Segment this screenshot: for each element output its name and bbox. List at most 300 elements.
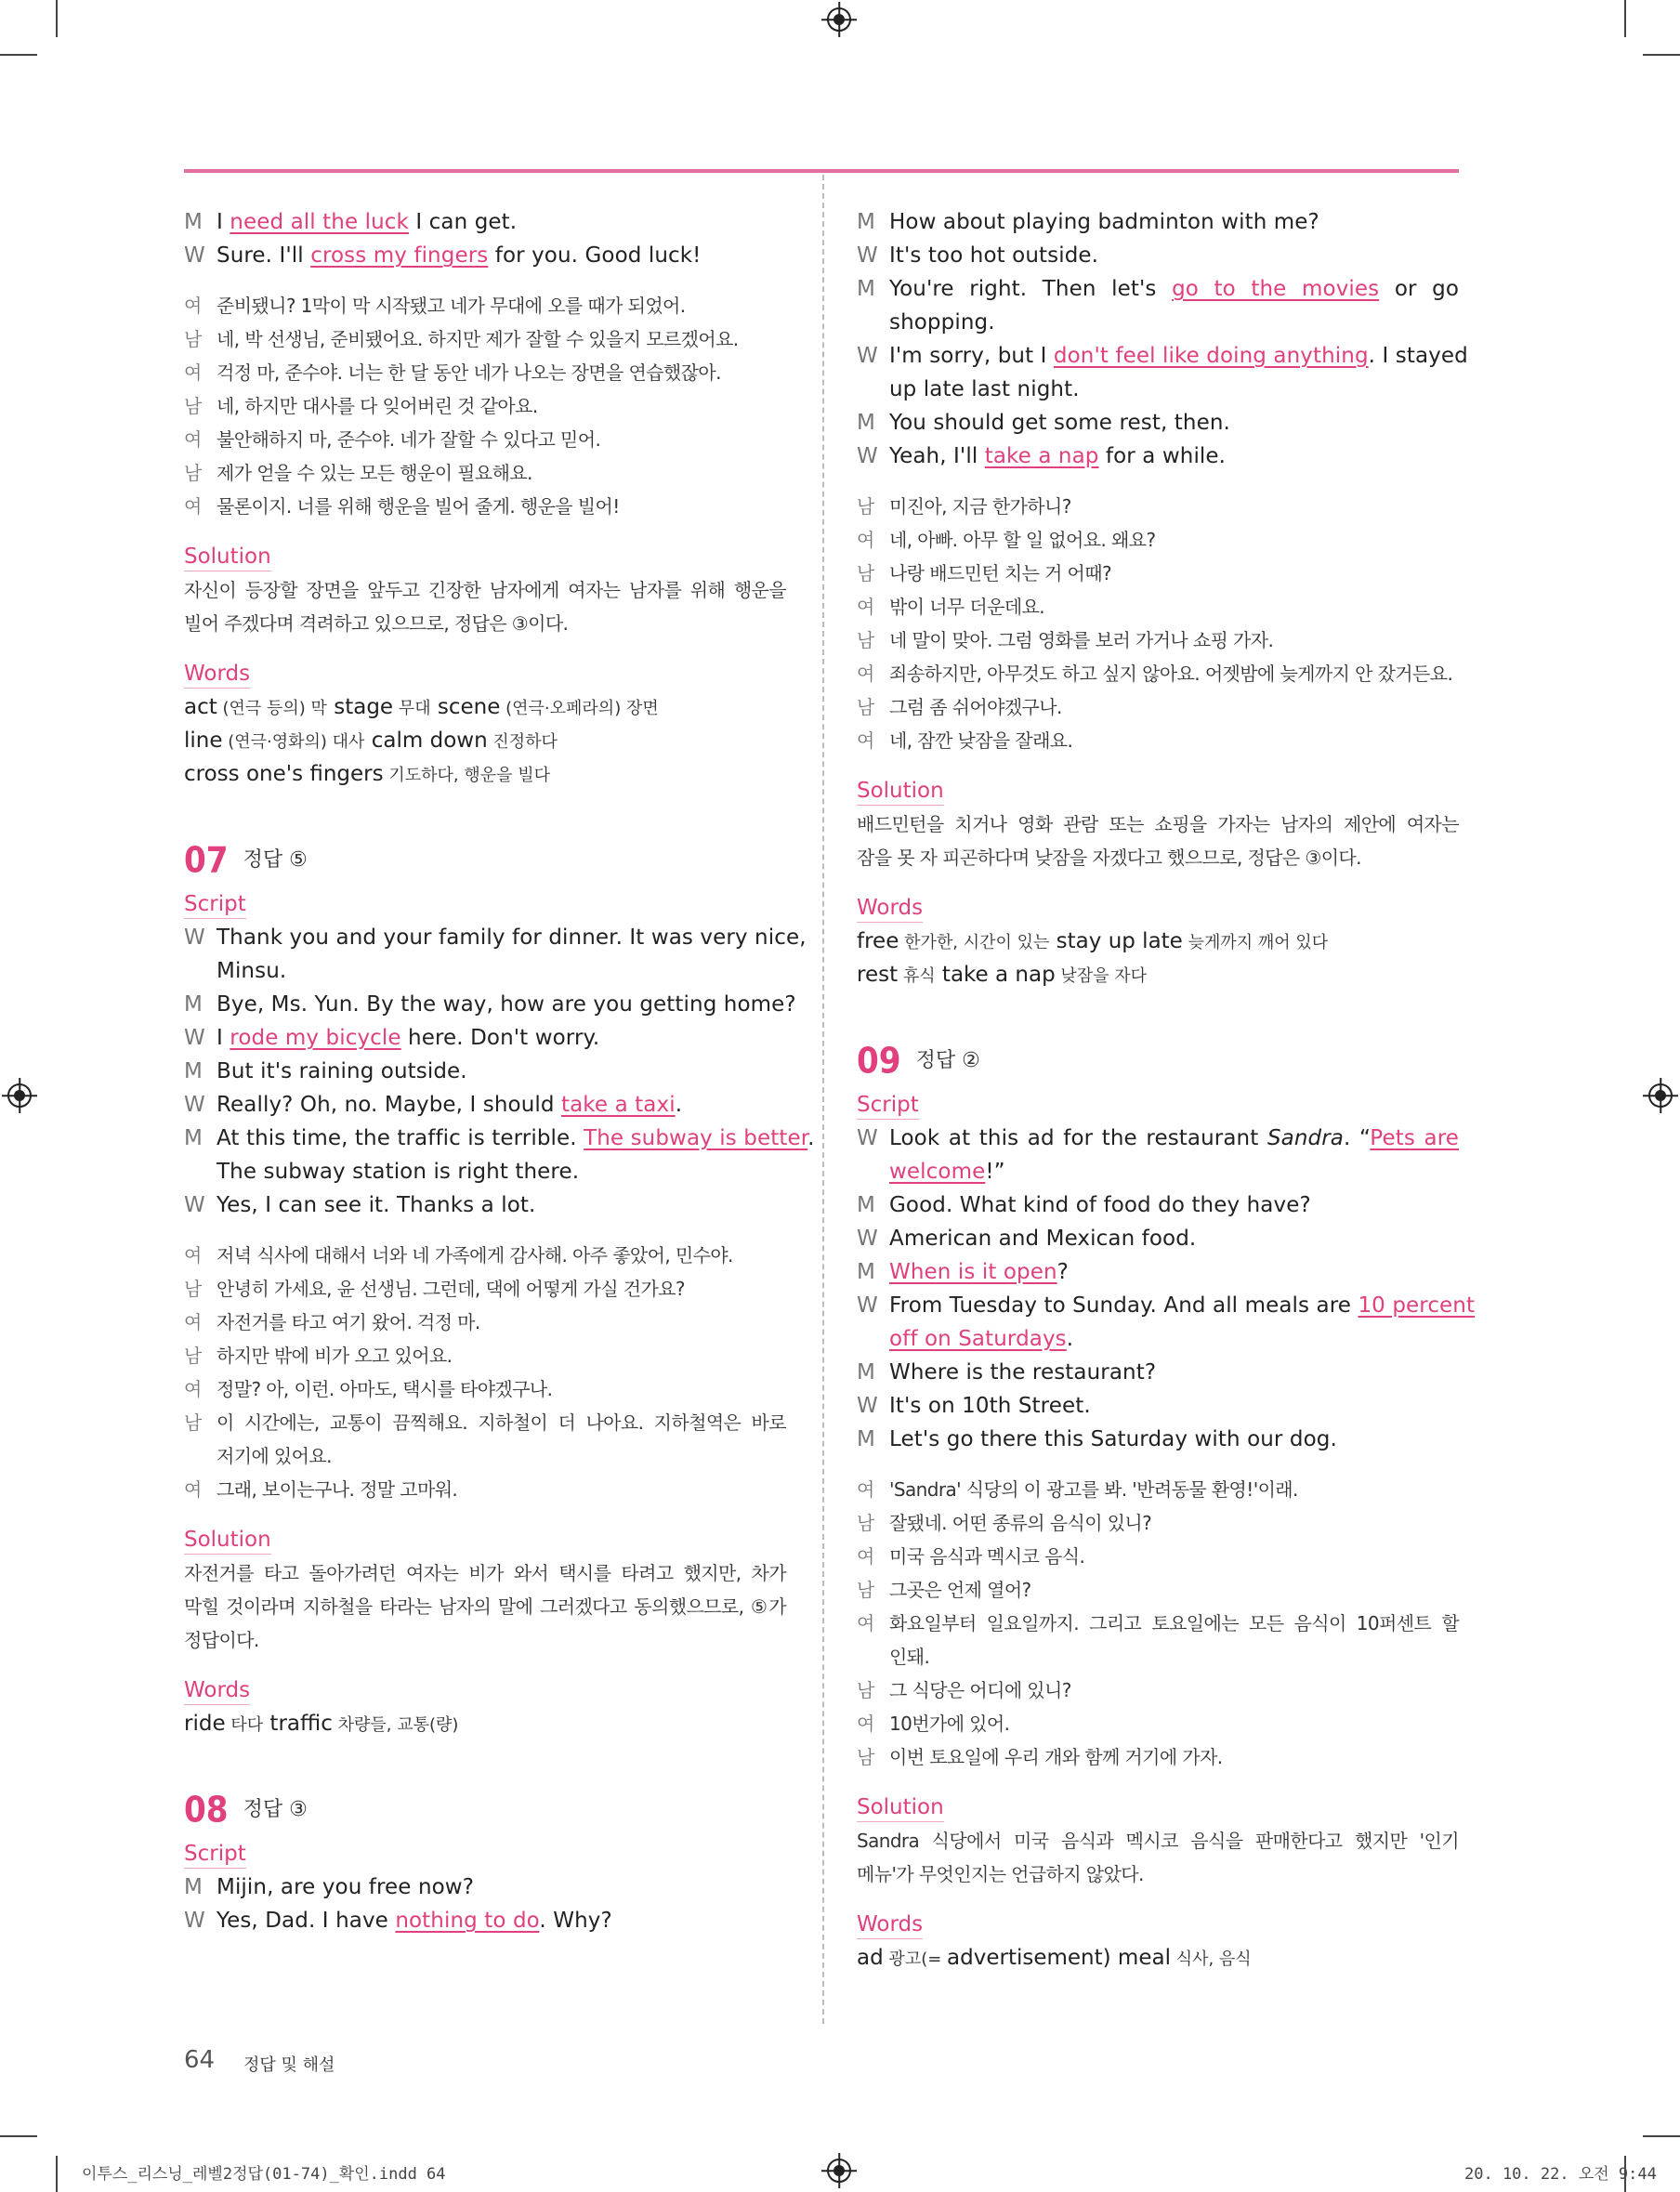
translation-line xyxy=(184,490,786,523)
speaker-label: W xyxy=(857,344,878,368)
script-line xyxy=(857,1222,1459,1255)
translation-text: 미진아, 지금 한가하니? xyxy=(889,495,1071,518)
spacer xyxy=(857,473,1459,490)
speaker-label: W xyxy=(857,243,878,268)
translation-text: 하지만 밖에 비가 오고 있어요. xyxy=(217,1345,453,1367)
left-column xyxy=(184,205,815,1937)
words-heading-label: Words xyxy=(857,896,923,923)
key-phrase: don't feel like doing anything xyxy=(1053,344,1369,368)
script-line xyxy=(857,339,1468,373)
speaker-label: 여 xyxy=(857,596,874,618)
translation-line xyxy=(184,356,786,389)
speaker-label: 여 xyxy=(857,1545,874,1568)
question-header xyxy=(184,832,786,887)
page-number: 64 xyxy=(184,2046,216,2074)
solution-text: 잠을 못 자 피곤하다며 낮잠을 자겠다고 했으므로, 정답은 ③이다. xyxy=(857,847,1361,869)
script-text: Let's go there this Saturday with our dog. xyxy=(889,1427,1337,1451)
speaker-label: W xyxy=(857,1227,878,1251)
script-text: Look at this ad for the restaurant xyxy=(889,1126,1267,1150)
translation-text: 네, 아빠. 아무 할 일 없어요. 왜요? xyxy=(889,529,1156,551)
key-phrase: Pets are xyxy=(1370,1126,1459,1150)
speaker-label: 남 xyxy=(857,495,874,518)
speaker-label: 여 xyxy=(184,1478,202,1501)
solution-heading xyxy=(857,774,1459,807)
vocab-line xyxy=(184,724,786,757)
script-text: Thank you and your family for dinner. It was very nice, xyxy=(217,925,807,950)
speaker-label: M xyxy=(857,1193,875,1217)
translation-line xyxy=(184,1272,786,1306)
translation-line xyxy=(857,1540,1459,1573)
speaker-label: 남 xyxy=(857,1746,874,1768)
script-heading-label: Script xyxy=(857,1093,919,1120)
translation-line xyxy=(857,490,1459,523)
vocab-term: take a nap xyxy=(935,963,1056,987)
words-heading xyxy=(857,1908,1459,1941)
key-phrase: need all the luck xyxy=(230,210,409,234)
translation-text: 저기에 있어요. xyxy=(217,1445,332,1467)
translation-text: 네, 잠깐 낮잠을 잘래요. xyxy=(889,729,1073,752)
vocab-meaning: 차량들, 교통(량) xyxy=(332,1715,459,1735)
solution-text: 자신이 등장할 장면을 앞두고 긴장한 남자에게 여자는 남자를 위해 행운을 xyxy=(184,579,786,601)
vocab-term: stay up late xyxy=(1049,929,1183,953)
speaker-label: 여 xyxy=(857,1478,874,1501)
speaker-label: 남 xyxy=(184,1345,202,1367)
script-heading-label: Script xyxy=(184,1842,246,1869)
translation-line xyxy=(184,1306,786,1339)
script-line xyxy=(857,1255,1459,1289)
spacer xyxy=(184,272,786,289)
print-timestamp: 20. 10. 22. 오전 9:44 xyxy=(1464,2165,1657,2184)
speaker-label: M xyxy=(184,1875,203,1899)
script-text: You should get some rest, then. xyxy=(889,411,1230,435)
speaker-label: M xyxy=(184,992,203,1017)
script-line xyxy=(184,988,796,1021)
script-line xyxy=(184,239,786,272)
translation-line xyxy=(857,657,1459,690)
translation-text: 불안해하지 마, 준수야. 네가 잘할 수 있다고 믿어. xyxy=(217,428,601,451)
vocab-meaning: 무대 xyxy=(393,699,431,718)
script-text: . “ xyxy=(1343,1126,1371,1150)
crop-mark xyxy=(1643,2135,1680,2137)
translation-text: 그 식당은 어디에 있니? xyxy=(889,1679,1071,1701)
script-text: Sure. I'll xyxy=(217,243,311,268)
script-line xyxy=(857,205,1459,239)
translation-line xyxy=(857,1640,1459,1674)
script-line xyxy=(857,1423,1459,1456)
speaker-label: 남 xyxy=(857,1579,874,1601)
script-text: How about playing badminton with me? xyxy=(889,210,1319,234)
vocab-meaning: 늦게까지 깨어 있다 xyxy=(1182,933,1329,952)
translation-line xyxy=(857,1740,1459,1774)
script-line xyxy=(184,1055,786,1088)
answer-label: 정답 ⑤ xyxy=(243,847,308,872)
speaker-label: 여 xyxy=(184,1378,202,1400)
speaker-label: M xyxy=(857,210,875,234)
script-text: Minsu. xyxy=(217,959,287,983)
speaker-label: W xyxy=(184,925,205,950)
translation-line xyxy=(184,322,786,356)
script-text: shopping. xyxy=(889,310,995,335)
vocab-line xyxy=(184,757,786,791)
translation-text: 화요일부터 일요일까지. 그리고 토요일에는 모든 음식이 10퍼센트 할 xyxy=(889,1612,1459,1634)
script-line xyxy=(857,306,1459,339)
script-line xyxy=(184,205,786,239)
translation-line xyxy=(857,690,1459,724)
translation-line xyxy=(857,623,1459,657)
question-header xyxy=(184,1781,786,1837)
translation-text: 인돼. xyxy=(889,1646,930,1668)
key-phrase: When is it open xyxy=(889,1260,1057,1284)
script-text: Good. What kind of food do they have? xyxy=(889,1193,1311,1217)
script-text: American and Mexican food. xyxy=(889,1227,1197,1251)
translation-line xyxy=(184,456,786,490)
key-phrase: cross my fingers xyxy=(310,243,489,268)
speaker-label: M xyxy=(184,210,203,234)
script-heading xyxy=(184,887,786,921)
vocab-term: meal xyxy=(1110,1946,1171,1970)
script-line xyxy=(857,1188,1459,1222)
speaker-label: 남 xyxy=(857,696,874,718)
script-text: up late last night. xyxy=(889,377,1080,401)
speaker-label: 남 xyxy=(857,562,874,584)
speaker-label: M xyxy=(184,1126,203,1150)
translation-line xyxy=(184,1239,786,1272)
vocab-term: ride xyxy=(184,1712,226,1736)
script-text: Where is the restaurant? xyxy=(889,1360,1157,1385)
translation-line xyxy=(184,1372,786,1406)
spacer xyxy=(184,1740,786,1774)
speaker-label: 남 xyxy=(184,1278,202,1300)
registration-mark-icon xyxy=(827,2159,851,2183)
translation-line xyxy=(184,289,786,322)
translation-line xyxy=(184,1473,786,1506)
vocab-meaning: 휴식 xyxy=(898,966,936,986)
translation-text: 정말? 아, 이런. 아마도, 택시를 타야겠구나. xyxy=(217,1378,553,1400)
script-line xyxy=(857,1322,1459,1356)
spacer xyxy=(184,1657,786,1674)
solution-heading xyxy=(184,540,786,573)
script-line xyxy=(184,1021,786,1055)
script-text: Really? Oh, no. Maybe, I should xyxy=(217,1093,561,1117)
speaker-label: W xyxy=(184,243,205,268)
key-phrase: go to the movies xyxy=(1172,277,1380,301)
key-phrase: off on Saturdays xyxy=(889,1327,1067,1351)
spacer xyxy=(857,757,1459,774)
vocab-meaning: (연극·오페라의) 장면 xyxy=(500,699,659,718)
speaker-label: W xyxy=(857,1293,878,1318)
translation-line xyxy=(184,1339,786,1372)
key-phrase: rode my bicycle xyxy=(230,1026,401,1050)
script-text: here. Don't worry. xyxy=(400,1026,600,1050)
translation-line xyxy=(857,1674,1459,1707)
key-phrase: nothing to do xyxy=(395,1909,540,1933)
file-slug: 이투스_리스닝_레벨2정답(01-74)_확인.indd 64 xyxy=(82,2165,446,2184)
vocab-line xyxy=(184,1707,786,1740)
vocab-term: free xyxy=(857,929,899,953)
solution-text: Sandra 식당에서 미국 음식과 멕시코 음식을 판매한다고 했지만 '인기 xyxy=(857,1830,1459,1852)
translation-text: 10번가에 있어. xyxy=(889,1713,1010,1735)
vocab-term: traffic xyxy=(263,1712,333,1736)
vocab-term: ad xyxy=(857,1946,884,1970)
registration-mark-icon xyxy=(7,1083,32,1108)
script-text: . Why? xyxy=(539,1909,612,1933)
translation-line xyxy=(184,423,786,456)
script-text: . xyxy=(807,1126,815,1150)
translation-text: 죄송하지만, 아무것도 하고 싶지 않아요. 어젯밤에 늦게까지 안 잤거든요. xyxy=(889,663,1453,685)
script-text: I can get. xyxy=(408,210,518,234)
solution-heading-label: Solution xyxy=(184,545,271,571)
spacer xyxy=(184,523,786,540)
translation-text: 물론이지. 너를 위해 행운을 빌어 줄게. 행운을 빌어! xyxy=(217,495,620,518)
translation-line xyxy=(857,1607,1459,1640)
translation-line xyxy=(857,523,1459,557)
right-column xyxy=(857,205,1476,1975)
speaker-label: 남 xyxy=(184,395,202,417)
speaker-label: M xyxy=(857,277,875,301)
speaker-label: W xyxy=(857,444,878,468)
translation-text: 밖이 너무 더운데요. xyxy=(889,596,1045,618)
script-text: You're right. Then let's xyxy=(889,277,1173,301)
script-line xyxy=(184,1870,786,1904)
registration-mark-icon xyxy=(827,7,851,32)
vocab-meaning: 광고(= xyxy=(883,1949,948,1969)
script-heading xyxy=(184,1837,786,1870)
vocab-term: scene xyxy=(430,695,501,719)
translation-text: 제가 얻을 수 있는 모든 행운이 필요해요. xyxy=(217,462,532,484)
speaker-label: 여 xyxy=(184,1311,202,1333)
script-line xyxy=(184,1088,786,1122)
script-line xyxy=(857,1356,1459,1389)
crop-mark xyxy=(1643,54,1680,56)
translation-text: 'Sandra' 식당의 이 광고를 봐. '반려동물 환영!'이래. xyxy=(889,1478,1298,1501)
vocab-term: rest xyxy=(857,963,899,987)
speaker-label: M xyxy=(184,1059,203,1083)
footer-title: 정답 및 해설 xyxy=(243,2055,335,2075)
question-number: 09 xyxy=(857,1040,901,1082)
translation-text: 걱정 마, 준수야. 너는 한 달 동안 네가 나오는 장면을 연습했잖아. xyxy=(217,361,721,384)
solution-heading-label: Solution xyxy=(857,779,944,806)
vocab-meaning: 기도하다, 행운을 빌다 xyxy=(383,766,551,785)
script-line xyxy=(184,954,786,988)
speaker-label: W xyxy=(184,1093,205,1117)
script-text: Yes, I can see it. Thanks a lot. xyxy=(217,1193,536,1217)
script-line xyxy=(184,1904,786,1937)
spacer xyxy=(184,791,786,824)
translation-text: 저녁 식사에 대해서 너와 네 가족에게 감사해. 아주 좋았어, 민수야. xyxy=(217,1244,733,1267)
vocab-meaning: (연극·영화의) 대사 xyxy=(222,732,365,752)
script-text: or go xyxy=(1379,277,1459,301)
key-phrase: welcome xyxy=(889,1160,986,1184)
speaker-label: 여 xyxy=(857,729,874,752)
script-text: for a while. xyxy=(1098,444,1227,468)
crop-mark xyxy=(56,2156,58,2192)
speaker-label: 여 xyxy=(184,361,202,384)
words-heading-label: Words xyxy=(857,1912,923,1939)
speaker-label: W xyxy=(184,1026,205,1050)
vocab-meaning: 타다 xyxy=(225,1715,264,1735)
words-heading xyxy=(184,657,786,690)
key-phrase: take a nap xyxy=(984,444,1099,468)
translation-text: 이번 토요일에 우리 개와 함께 거기에 가자. xyxy=(889,1746,1223,1768)
translation-text: 네 말이 맞아. 그럼 영화를 보러 가거나 쇼핑 가자. xyxy=(889,629,1274,651)
registration-mark-icon xyxy=(1648,1083,1673,1108)
solution-text: 빌어 주겠다며 격려하고 있으므로, 정답은 ③이다. xyxy=(184,612,569,635)
solution-heading xyxy=(184,1523,786,1556)
vocab-line xyxy=(184,690,786,724)
script-text: Sandra xyxy=(1267,1126,1344,1150)
solution-heading xyxy=(857,1791,1459,1824)
spacer xyxy=(857,991,1459,1025)
translation-text: 잘됐네. 어떤 종류의 음식이 있니? xyxy=(889,1512,1152,1534)
script-line xyxy=(857,1155,1459,1188)
question-number: 07 xyxy=(184,839,229,881)
translation-text: 네, 하지만 대사를 다 잊어버린 것 같아요. xyxy=(217,395,538,417)
speaker-label: 여 xyxy=(857,1713,874,1735)
script-text: for you. Good luck! xyxy=(488,243,702,268)
script-line xyxy=(184,1155,786,1188)
solution-text: 정답이다. xyxy=(184,1629,259,1651)
script-line xyxy=(857,272,1459,306)
script-line xyxy=(184,1188,786,1222)
translation-text: 나랑 배드민턴 치는 거 어때? xyxy=(889,562,1111,584)
script-heading xyxy=(857,1088,1459,1122)
vocab-meaning: 식사, 음식 xyxy=(1170,1949,1252,1969)
translation-text: 네, 박 선생님, 준비됐어요. 하지만 제가 잘할 수 있을지 모르겠어요. xyxy=(217,328,739,350)
translation-line xyxy=(857,1506,1459,1540)
translation-line xyxy=(184,389,786,423)
translation-text: 그럼 좀 쉬어야겠구나. xyxy=(889,696,1062,718)
script-text: Mijin, are you free now? xyxy=(217,1875,475,1899)
words-heading xyxy=(857,891,1459,925)
script-line xyxy=(857,406,1459,440)
script-line xyxy=(184,921,807,954)
translation-text: 준비됐니? 1막이 막 시작됐고 네가 무대에 오를 때가 되었어. xyxy=(217,295,686,317)
speaker-label: 남 xyxy=(184,1411,202,1434)
spacer xyxy=(184,640,786,657)
speaker-label: 남 xyxy=(857,1512,874,1534)
vocab-term: cross one's fingers xyxy=(184,762,384,786)
script-line xyxy=(857,1122,1459,1155)
translation-line xyxy=(857,1573,1459,1607)
translation-line xyxy=(184,1406,786,1439)
script-text: . xyxy=(1066,1327,1074,1351)
solution-text: 자전거를 타고 돌아가려던 여자는 비가 와서 택시를 타려고 했지만, 차가 xyxy=(184,1562,786,1584)
translation-text: 안녕히 가세요, 윤 선생님. 그런데, 댁에 어떻게 가실 건가요? xyxy=(217,1278,685,1300)
script-line xyxy=(857,239,1459,272)
speaker-label: W xyxy=(857,1126,878,1150)
script-text: Bye, Ms. Yun. By the way, how are you getting home? xyxy=(217,992,796,1017)
speaker-label: 남 xyxy=(857,1679,874,1701)
vocab-meaning: 진정하다 xyxy=(487,732,558,752)
speaker-label: W xyxy=(184,1909,205,1933)
translation-line xyxy=(184,1439,786,1473)
script-text: But it's raining outside. xyxy=(217,1059,467,1083)
speaker-label: 여 xyxy=(184,1244,202,1267)
vocab-meaning: (연극 등의) 막 xyxy=(217,699,327,718)
vocab-line xyxy=(857,958,1459,991)
script-line xyxy=(184,1122,815,1155)
speaker-label: 여 xyxy=(184,495,202,518)
question-header xyxy=(857,1032,1459,1088)
speaker-label: 남 xyxy=(184,462,202,484)
script-line xyxy=(857,1389,1459,1423)
crop-mark xyxy=(0,54,37,56)
script-text: At this time, the traffic is terrible. xyxy=(217,1126,584,1150)
crop-mark xyxy=(1624,0,1626,37)
speaker-label: 여 xyxy=(184,295,202,317)
script-text: I'm sorry, but I xyxy=(889,344,1054,368)
speaker-label: 남 xyxy=(857,629,874,651)
spacer xyxy=(857,1891,1459,1908)
speaker-label: W xyxy=(184,1193,205,1217)
key-phrase: The subway is better xyxy=(584,1126,808,1150)
speaker-label: M xyxy=(857,1360,875,1385)
translation-line xyxy=(857,1707,1459,1740)
solution-heading-label: Solution xyxy=(857,1795,944,1822)
spacer xyxy=(184,1506,786,1523)
crop-mark xyxy=(56,0,58,37)
script-line xyxy=(857,1289,1476,1322)
script-text: From Tuesday to Sunday. And all meals are xyxy=(889,1293,1358,1318)
translation-line xyxy=(857,590,1459,623)
script-text: !” xyxy=(985,1160,1005,1184)
script-text: ? xyxy=(1057,1260,1069,1284)
vocab-line xyxy=(857,1941,1459,1975)
key-phrase: take a taxi xyxy=(561,1093,676,1117)
script-text: Yeah, I'll xyxy=(889,444,985,468)
solution-heading-label: Solution xyxy=(184,1528,271,1555)
script-text: . I stayed xyxy=(1368,344,1468,368)
script-text: The subway station is right there. xyxy=(217,1160,580,1184)
speaker-label: 여 xyxy=(857,1612,874,1634)
script-text: I xyxy=(217,1026,230,1050)
crop-mark xyxy=(0,2135,37,2137)
words-heading xyxy=(184,1674,786,1707)
speaker-label: 여 xyxy=(857,529,874,551)
vocab-term: stage xyxy=(326,695,394,719)
translation-line xyxy=(857,557,1459,590)
spacer xyxy=(857,1456,1459,1473)
translation-text: 미국 음식과 멕시코 음식. xyxy=(889,1545,1085,1568)
spacer xyxy=(857,1774,1459,1791)
script-text: It's too hot outside. xyxy=(889,243,1099,268)
speaker-label: M xyxy=(857,411,875,435)
solution-text: 메뉴'가 무엇인지는 언급하지 않았다. xyxy=(857,1863,1144,1885)
speaker-label: M xyxy=(857,1427,875,1451)
vocab-term: calm down xyxy=(364,728,488,753)
vocab-term: advertisement) xyxy=(947,1946,1111,1970)
spacer xyxy=(184,1222,786,1239)
speaker-label: M xyxy=(857,1260,875,1284)
translation-text: 그곳은 언제 열어? xyxy=(889,1579,1031,1601)
answer-label: 정답 ③ xyxy=(243,1797,308,1821)
script-text: It's on 10th Street. xyxy=(889,1394,1091,1418)
spacer xyxy=(857,874,1459,891)
translation-line xyxy=(857,1473,1459,1506)
solution-text: 막힐 것이라며 지하철을 타라는 남자의 말에 그러겠다고 동의했으므로, ⑤가 xyxy=(184,1595,786,1618)
script-text: I xyxy=(217,210,230,234)
key-phrase: 10 percent xyxy=(1358,1293,1476,1318)
words-heading-label: Words xyxy=(184,662,250,689)
script-text: Yes, Dad. I have xyxy=(217,1909,396,1933)
column-divider xyxy=(822,175,824,2024)
translation-text: 그래, 보이는구나. 정말 고마워. xyxy=(217,1478,458,1501)
script-text: . xyxy=(675,1093,683,1117)
vocab-term: act xyxy=(184,695,217,719)
speaker-label: 여 xyxy=(857,663,874,685)
question-number: 08 xyxy=(184,1789,229,1831)
vocab-line xyxy=(857,925,1459,958)
